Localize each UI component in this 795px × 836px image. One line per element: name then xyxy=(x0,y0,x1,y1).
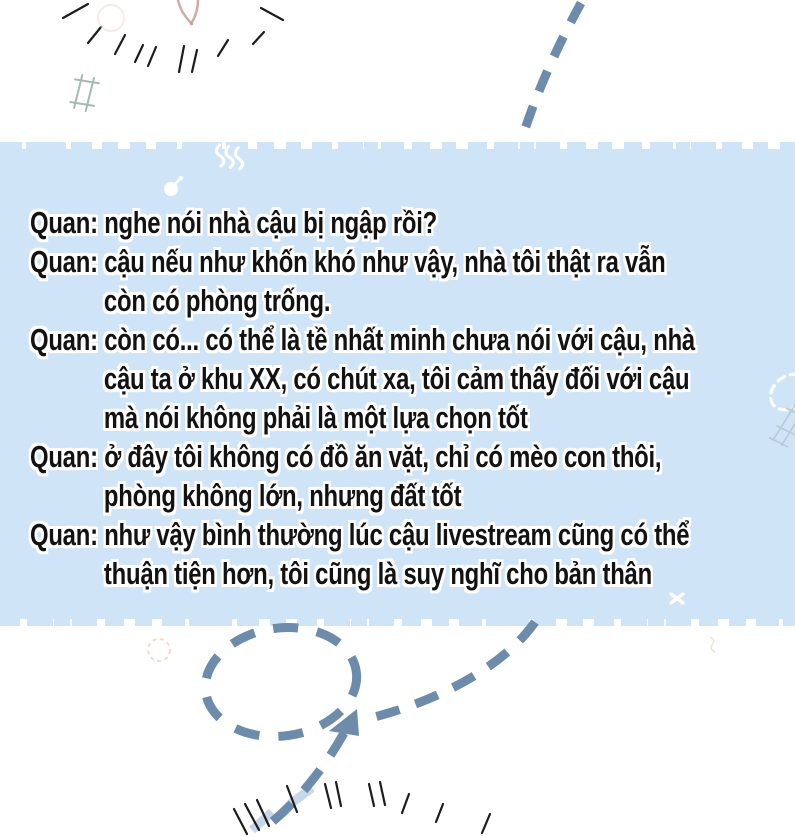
dialog-line: Quan: ở đây tôi không có đồ ăn vặt, chỉ có mèo con thôi, xyxy=(30,439,662,474)
dialog-line: còn có phòng trống. xyxy=(103,283,331,318)
faint-circle-doodle-icon xyxy=(98,5,124,31)
dashed-flight-path-top-icon xyxy=(522,3,581,138)
dialog-line: cậu ta ở khu XX, có chút xa, tôi cảm thấy đối với cậu xyxy=(103,361,690,396)
dialog-line: Quan: nghe nói nhà cậu bị ngập rồi? xyxy=(30,205,437,240)
speed-lines-bottom-icon xyxy=(234,782,490,834)
dialog-line: Quan: cậu nếu như khốn khó như vậy, nhà tôi thật ra vẫn xyxy=(30,244,666,279)
speed-lines-top-icon xyxy=(63,4,283,72)
bottom-decorations xyxy=(0,585,795,836)
dashed-circle-doodle-icon xyxy=(148,639,170,661)
hair-strands-icon xyxy=(178,0,198,24)
bomb-doodle-icon xyxy=(164,176,183,196)
dialog-text xyxy=(30,203,785,593)
dashed-loop-path-icon xyxy=(198,618,535,830)
dialog-line: Quan: còn có... có thể là tề nhất minh chưa nói với cậu, nhà xyxy=(30,322,695,357)
top-decorations xyxy=(0,0,795,150)
squiggle-sss-icon xyxy=(216,142,244,173)
pink-squiggle-icon xyxy=(710,637,715,652)
dialog-line: phòng không lớn, nhưng đất tốt xyxy=(103,478,462,513)
dialog-line: Quan: như vậy bình thường lúc cậu livestream cũng có thể xyxy=(30,517,690,552)
dialog-line: mà nói không phải là một lựa chọn tốt xyxy=(103,400,528,435)
dialog-line: thuận tiện hơn, tôi cũng là suy nghĩ cho bản thân xyxy=(103,556,652,591)
ladder-doodle-icon xyxy=(68,74,100,113)
